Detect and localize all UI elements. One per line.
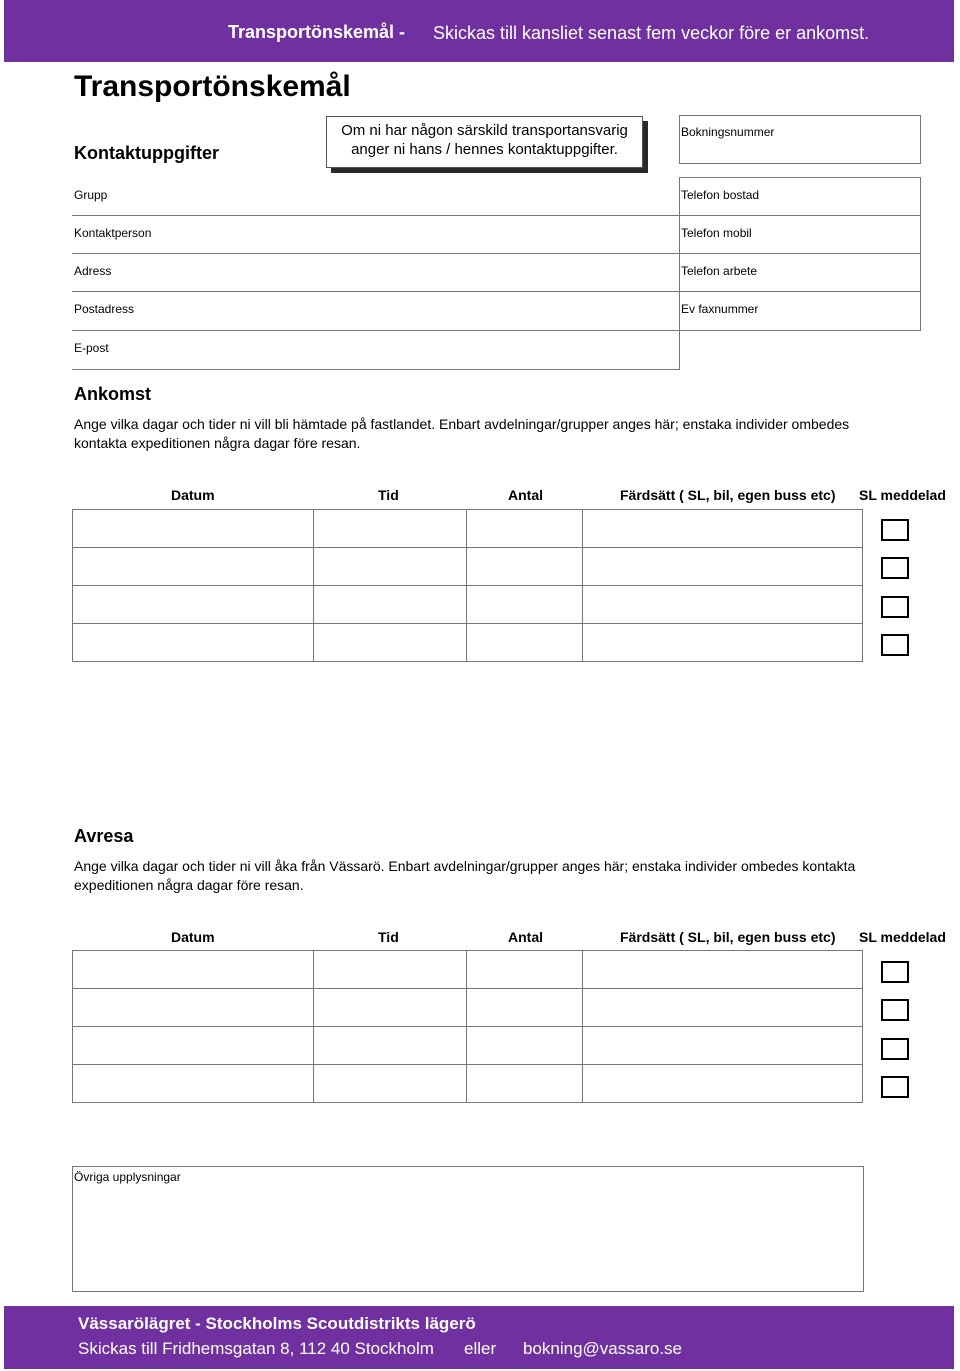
- fax-label: Ev faxnummer: [681, 302, 759, 316]
- time-cell[interactable]: [313, 951, 467, 989]
- phone-work-field[interactable]: [680, 253, 920, 291]
- page-title: Transportönskemål: [74, 70, 351, 103]
- group-label: Grupp: [74, 188, 108, 202]
- count-cell[interactable]: [467, 624, 583, 662]
- col-mode-header: Färdsätt ( SL, bil, egen buss etc): [620, 929, 836, 945]
- count-cell[interactable]: [467, 951, 583, 989]
- footer-or: eller: [464, 1339, 497, 1358]
- count-cell[interactable]: [467, 510, 583, 548]
- sl-notified-checkbox[interactable]: [881, 634, 909, 656]
- mode-cell[interactable]: [583, 510, 863, 548]
- booking-number-label: Bokningsnummer: [681, 125, 775, 139]
- col-time-header: Tid: [378, 929, 399, 945]
- date-cell[interactable]: [73, 510, 314, 548]
- count-cell[interactable]: [467, 586, 583, 624]
- header-bar: [4, 0, 954, 62]
- table-row: [73, 510, 863, 548]
- sl-notified-checkbox[interactable]: [881, 1038, 909, 1060]
- sl-notified-checkbox[interactable]: [881, 596, 909, 618]
- table-row: [73, 1027, 863, 1065]
- email-field[interactable]: [72, 330, 680, 369]
- time-cell[interactable]: [313, 1027, 467, 1065]
- callout-note: Om ni har någon särskild transportansvarig anger ni hans / hennes kontaktuppgifter.: [326, 116, 643, 168]
- time-cell[interactable]: [313, 548, 467, 586]
- departure-table: [72, 950, 863, 1103]
- table-row: [73, 586, 863, 624]
- mode-cell[interactable]: [583, 1027, 863, 1065]
- footer-email-link[interactable]: bokning@vassaro.se: [523, 1339, 683, 1358]
- arrival-instructions: Ange vilka dagar och tider ni vill bli hämtade på fastlandet. Enbart avdelningar/grupper anges här; enstaka individer ombedes kontakta expeditionen några dagar före resan.: [74, 416, 850, 451]
- other-info-field[interactable]: [72, 1166, 864, 1292]
- col-count-header: Antal: [508, 929, 543, 945]
- mode-cell[interactable]: [583, 586, 863, 624]
- mode-cell[interactable]: [583, 548, 863, 586]
- time-cell[interactable]: [313, 510, 467, 548]
- col-mode-header: Färdsätt ( SL, bil, egen buss etc): [620, 487, 836, 503]
- col-time-header: Tid: [378, 487, 399, 503]
- other-info-label: Övriga upplysningar: [74, 1170, 181, 1184]
- table-row: [73, 989, 863, 1027]
- phone-mobile-field[interactable]: [680, 215, 920, 253]
- time-cell[interactable]: [313, 586, 467, 624]
- footer-bar: [4, 1306, 954, 1369]
- departure-instructions: Ange vilka dagar och tider ni vill åka från Vässarö. Enbart avdelningar/grupper anges här; enstaka individer ombedes kontakta expeditionen några dagar före resan.: [74, 858, 856, 893]
- fax-field[interactable]: [680, 291, 920, 330]
- contact-heading: Kontaktuppgifter: [74, 143, 219, 163]
- footer-address: Skickas till Fridhemsgatan 8, 112 40 Stockholm: [78, 1339, 434, 1358]
- group-field[interactable]: [72, 177, 680, 215]
- booking-number-field[interactable]: [679, 115, 921, 164]
- date-cell[interactable]: [73, 1065, 314, 1103]
- time-cell[interactable]: [313, 1065, 467, 1103]
- divider: [72, 369, 680, 370]
- address-field[interactable]: [72, 253, 680, 291]
- email-label: E-post: [74, 341, 109, 355]
- contact-person-field[interactable]: [72, 215, 680, 253]
- mode-cell[interactable]: [583, 624, 863, 662]
- col-date-header: Datum: [171, 487, 215, 503]
- contact-person-label: Kontaktperson: [74, 226, 152, 240]
- time-cell[interactable]: [313, 624, 467, 662]
- divider: [679, 330, 680, 370]
- col-sl-header: SL meddelad: [859, 487, 946, 503]
- address-label: Adress: [74, 264, 112, 278]
- count-cell[interactable]: [467, 1027, 583, 1065]
- table-row: [73, 1065, 863, 1103]
- col-date-header: Datum: [171, 929, 215, 945]
- phone-home-label: Telefon bostad: [681, 188, 760, 202]
- arrival-heading: Ankomst: [74, 384, 152, 404]
- date-cell[interactable]: [73, 1027, 314, 1065]
- postal-address-field[interactable]: [72, 291, 680, 329]
- date-cell[interactable]: [73, 624, 314, 662]
- header-title: Transportönskemål -: [228, 22, 406, 42]
- time-cell[interactable]: [313, 989, 467, 1027]
- table-row: [73, 951, 863, 989]
- sl-notified-checkbox[interactable]: [881, 519, 909, 541]
- footer-org: Vässarölägret - Stockholms Scoutdistrikts lägerö: [78, 1314, 476, 1333]
- sl-notified-checkbox[interactable]: [881, 557, 909, 579]
- phone-work-label: Telefon arbete: [681, 264, 758, 278]
- count-cell[interactable]: [467, 548, 583, 586]
- mode-cell[interactable]: [583, 1065, 863, 1103]
- date-cell[interactable]: [73, 586, 314, 624]
- sl-notified-checkbox[interactable]: [881, 961, 909, 983]
- sl-notified-checkbox[interactable]: [881, 1076, 909, 1098]
- arrival-table: [72, 509, 863, 662]
- phone-mobile-label: Telefon mobil: [681, 226, 752, 240]
- date-cell[interactable]: [73, 951, 314, 989]
- count-cell[interactable]: [467, 989, 583, 1027]
- col-count-header: Antal: [508, 487, 543, 503]
- table-row: [73, 548, 863, 586]
- departure-heading: Avresa: [74, 826, 134, 846]
- col-sl-header: SL meddelad: [859, 929, 946, 945]
- phone-home-field[interactable]: [680, 177, 920, 215]
- table-row: [73, 624, 863, 662]
- count-cell[interactable]: [467, 1065, 583, 1103]
- mode-cell[interactable]: [583, 951, 863, 989]
- header-note: Skickas till kansliet senast fem veckor före er ankomst.: [433, 23, 870, 43]
- date-cell[interactable]: [73, 548, 314, 586]
- mode-cell[interactable]: [583, 989, 863, 1027]
- sl-notified-checkbox[interactable]: [881, 999, 909, 1021]
- postal-address-label: Postadress: [74, 302, 135, 316]
- date-cell[interactable]: [73, 989, 314, 1027]
